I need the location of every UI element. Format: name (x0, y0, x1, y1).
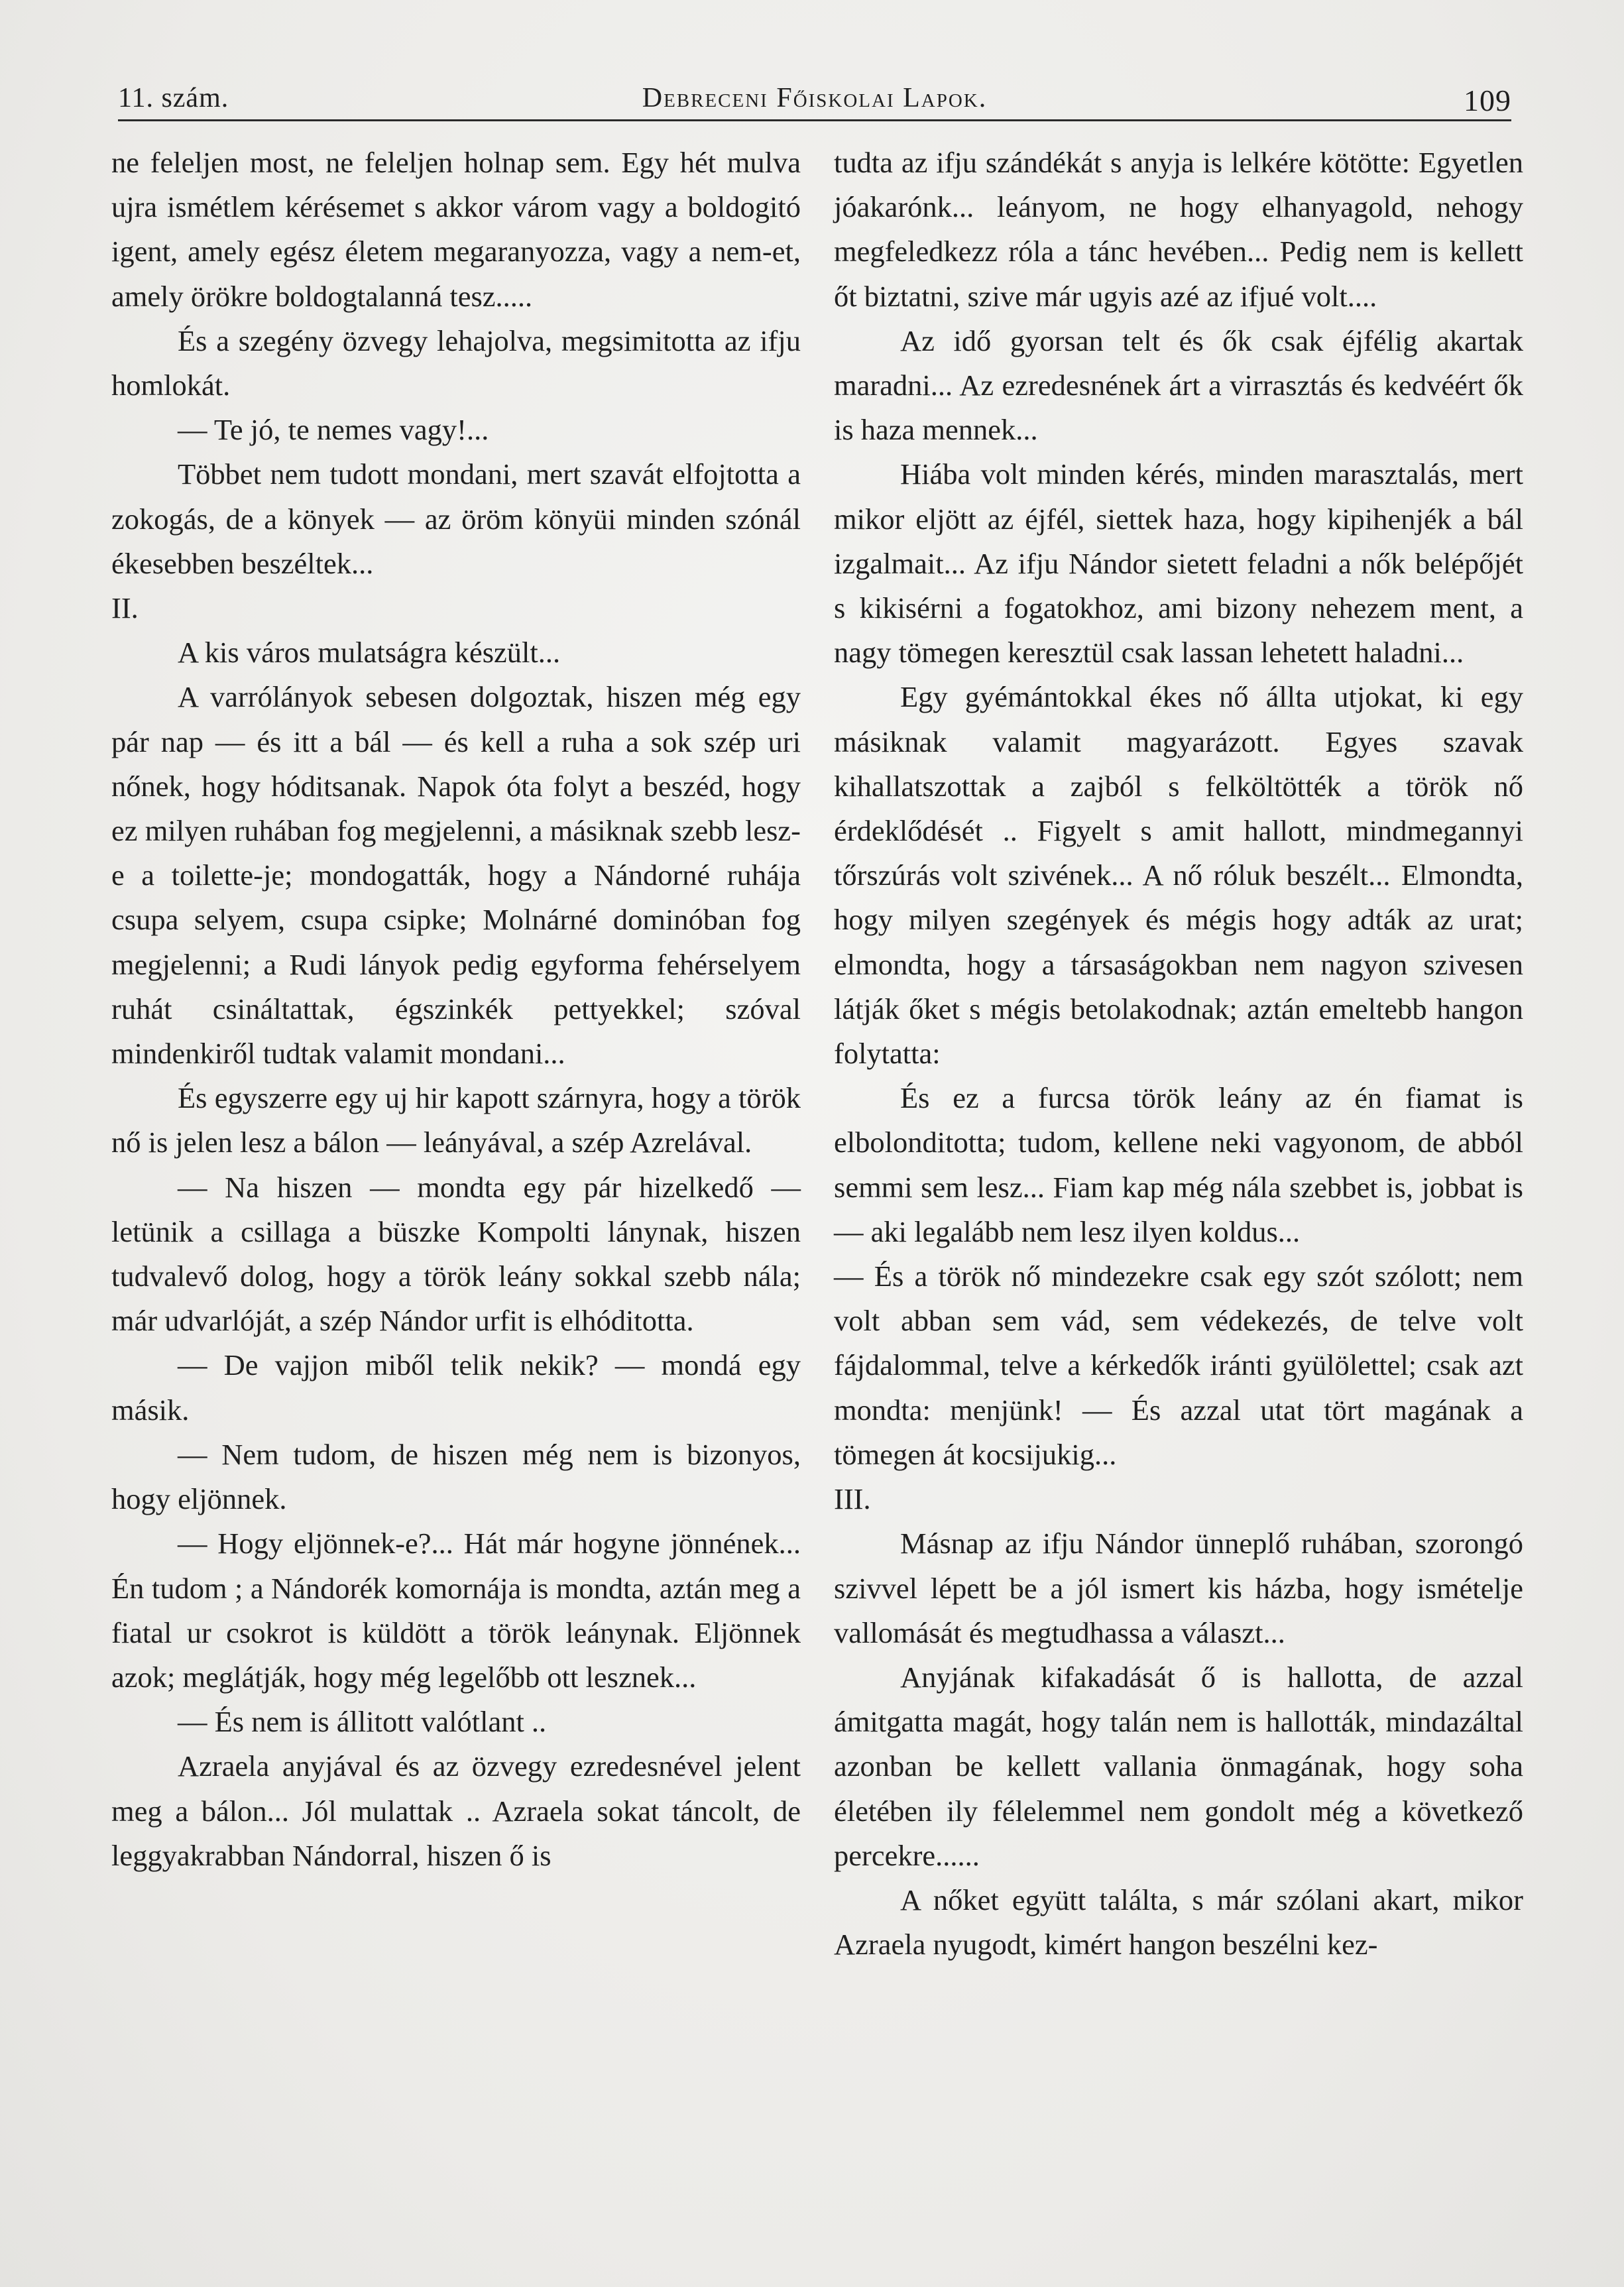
paragraph: — És a török nő mindezekre csak egy szót szólott; nem volt abban sem vád, sem védekezés, de telve volt fájdalommal, telve a kérkedők iránti gyülölettel; csak azt mondta: menjünk! — És azzal utat tört magának a tömegen át kocsijukig... (834, 1260, 1523, 1471)
page-number: 109 (1464, 84, 1511, 117)
paragraph: ne feleljen most, ne feleljen holnap sem. Egy hét mulva ujra ismétlem kérésemet s akkor várom vagy a boldogitó igent, amely egész életem megaranyozza, vagy a nem-et, amely örökre boldogtalanná tesz..... (111, 146, 801, 313)
section-heading: II. (111, 591, 139, 625)
paragraph: Egy gyémántokkal ékes nő állta utjokat, ki egy másiknak valamit magyarázott. Egyes szavak kihallatszottak a zajból s felköltötték a török nő érdeklődését .. Figyelt s amit hallott, mindmegannyi tőrszúrás volt szivének... A nő róluk beszélt... Elmondta, hogy milyen szegények és mégis hogy adták az urat; elmondta, hogy a társaságokban nem nagyon szivesen látják őket s mégis betolakodnak; aztán emeltebb hangon folytatta: (834, 680, 1523, 1071)
paragraph: És a szegény özvegy lehajolva, megsimitotta az ifju homlokát. (111, 323, 801, 402)
issue-number: 11. szám. (118, 83, 229, 113)
paragraph: — Nem tudom, de hiszen még nem is bizonyos, hogy eljönnek. (111, 1437, 801, 1516)
paragraph: — És nem is állitott valótlant .. (178, 1705, 547, 1739)
paragraph: Hiába volt minden kérés, minden marasztalás, mert mikor eljött az éjfél, siettek haza, hogy kipihenjék a bál izgalmait... Az ifju Nándor sietett feladni a nők belépőjét s kikisérni a fogatokhoz, ami bizony nehezem ment, a nagy tömegen keresztül csak lassan lehetett haladni... (834, 457, 1523, 670)
paragraph: — Hogy eljönnek-e?... Hát már hogyne jönnének... Én tudom ; a Nándorék komornája is mondta, aztán meg a fiatal ur csokrot is küldött a török leánynak. Eljönnek azok; meglátják, hogy még legelőbb ott lesznek... (111, 1527, 801, 1694)
paragraph: Azraela anyjával és az özvegy ezredesnével jelent meg a bálon... Jól mulattak .. Azraela sokat táncolt, de leggyakrabban Nándorral, hiszen ő is (111, 1749, 801, 1872)
paragraph: A kis város mulatságra készült... (178, 636, 561, 670)
paragraph: tudta az ifju szándékát s anyja is lelkére kötötte: Egyetlen jóakarónk... leányom, ne hogy elhanyagold, nehogy megfeledkezz róla a tánc hevében... Pedig nem is kellett őt biztatni, szive már ugyis azé az ifjué volt.... (834, 146, 1523, 313)
paragraph: — Na hiszen — mondta egy pár hizelkedő — letünik a csillaga a büszke Kompolti lánynak, hiszen tudvalevő dolog, hogy a török leány sokkal szebb nála; már udvarlóját, a szép Nándor urfit is elhóditotta. (111, 1170, 801, 1338)
paragraph: Anyjának kifakadását ő is hallotta, de azzal ámitgatta magát, hogy talán nem is hallották, mindazáltal azonban be kellett vallania önmagának, hogy soha életében ily félelemmel nem gondolt még a következő percekre...... (834, 1660, 1523, 1872)
paragraph: — De vajjon miből telik nekik? — mondá egy másik. (111, 1348, 801, 1427)
paragraph: És egyszerre egy uj hir kapott szárnyra, hogy a török nő is jelen lesz a bálon — leányával, a szép Azrelával. (111, 1081, 801, 1159)
paragraph: És ez a furcsa török leány az én fiamat is elbolonditotta; tudom, kellene neki vagyonom, de abból semmi sem lesz... Fiam kap még nála szebbet is, jobbat is — aki legalább nem lesz ilyen koldus... (834, 1081, 1523, 1248)
journal-title: Debreceni Főiskolai Lapok. (642, 83, 988, 113)
paragraph: — Te jó, te nemes vagy!... (178, 413, 489, 447)
paragraph: Az idő gyorsan telt és ők csak éjfélig akartak maradni... Az ezredesnének árt a virrasztás és kedvéért ők is haza mennek... (834, 323, 1523, 447)
paragraph: A nőket együtt találta, s már szólani akart, mikor Azraela nyugodt, kimért hangon beszélni kez- (834, 1883, 1523, 1962)
page-header (118, 78, 1511, 121)
paragraph: A varrólányok sebesen dolgoztak, hiszen még egy pár nap — és itt a bál — és kell a ruha a sok szép uri nőnek, hogy hóditsanak. Napok óta folyt a beszéd, hogy ez milyen ruhában fog megjelenni, a másiknak szebb lesz-e a toilette-je; mondogatták, hogy a Nándorné ruhája csupa selyem, csupa csipke; Molnárné dominóban fog megjelenni; a Rudi lányok pedig egyforma fehérselyem ruhát csináltattak, égszinkék pettyekkel; szóval mindenkiről tudtak valamit mondani... (111, 680, 801, 1071)
paragraph: Többet nem tudott mondani, mert szavát elfojtotta a zokogás, de a könyek — az öröm könyüi minden szónál ékesebben beszéltek... (111, 457, 801, 580)
right-column (834, 141, 1523, 1967)
left-column (111, 141, 801, 1878)
paragraph: Másnap az ifju Nándor ünneplő ruhában, szorongó szivvel lépett be a jól ismert kis házba, hogy ismételje vallomását és megtudhassa a választ... (834, 1527, 1523, 1649)
section-heading: III. (834, 1482, 871, 1516)
